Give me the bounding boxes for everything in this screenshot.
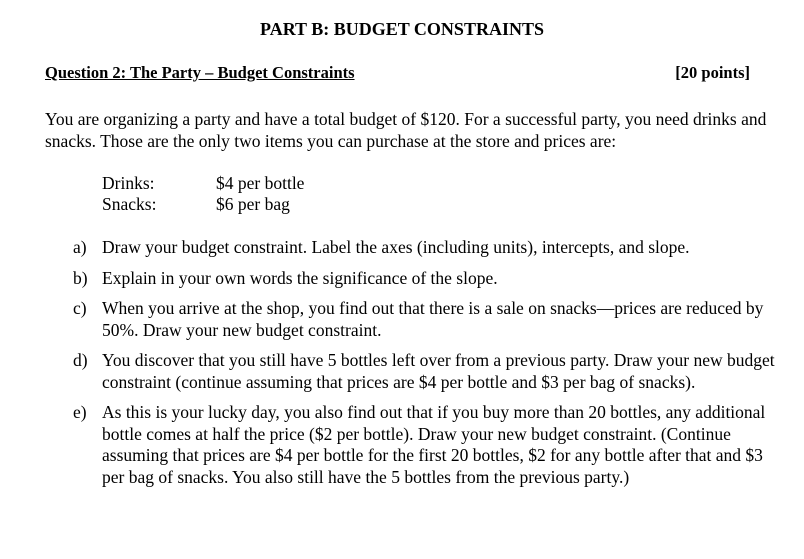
- price-item-label: Snacks:: [102, 194, 157, 214]
- price-item-label: Drinks:: [102, 173, 155, 193]
- price-row-snacks: [102, 194, 304, 215]
- part-text: When you arrive at the shop, you find out that there is a sale on snacks—prices are reduced by 50%. Draw your new budget constraint.: [102, 298, 764, 340]
- question-parts-list: [73, 237, 788, 497]
- part-text: Explain in your own words the significance of the slope.: [102, 267, 498, 288]
- part-text: As this is your lucky day, you also find out that if you buy more than 20 bottles, any additional bottle comes at half the price ($2 per bottle). Draw your new budget constraint. (Continue assuming that prices are $4 per bottle for the first 20 bottles, $2 for any bottle after that and $3 per bag of snacks. You also still have the 5 bottles from the previous party.): [102, 402, 766, 487]
- question-part-e: [73, 402, 788, 488]
- part-letter: e): [73, 402, 87, 422]
- price-value: $4 per bottle: [216, 173, 305, 193]
- price-list: [102, 173, 304, 215]
- question-part-d: [73, 350, 788, 393]
- part-text: You discover that you still have 5 bottles left over from a previous party. Draw your new budget constraint (continue assuming that prices are $4 per bottle and $3 per bag of snacks).: [102, 350, 775, 392]
- question-part-c: [73, 298, 788, 341]
- part-letter: d): [73, 350, 88, 370]
- question-part-a: [73, 237, 788, 259]
- question-heading: Question 2: The Party – Budget Constraints: [45, 63, 355, 82]
- part-letter: a): [73, 237, 87, 257]
- part-letter: c): [73, 298, 87, 318]
- question-part-b: [73, 268, 788, 290]
- price-value: $6 per bag: [216, 194, 290, 214]
- price-row-drinks: [102, 173, 304, 194]
- part-letter: b): [73, 267, 88, 288]
- part-text: Draw your budget constraint. Label the axes (including units), intercepts, and slope.: [102, 237, 690, 257]
- page-title: PART B: BUDGET CONSTRAINTS: [260, 19, 544, 39]
- points-label: [20 points]: [675, 63, 750, 82]
- intro-paragraph: You are organizing a party and have a total budget of $120. For a successful party, you need drinks and snacks. Those are the only two items you can purchase at the store and prices are:: [45, 109, 767, 151]
